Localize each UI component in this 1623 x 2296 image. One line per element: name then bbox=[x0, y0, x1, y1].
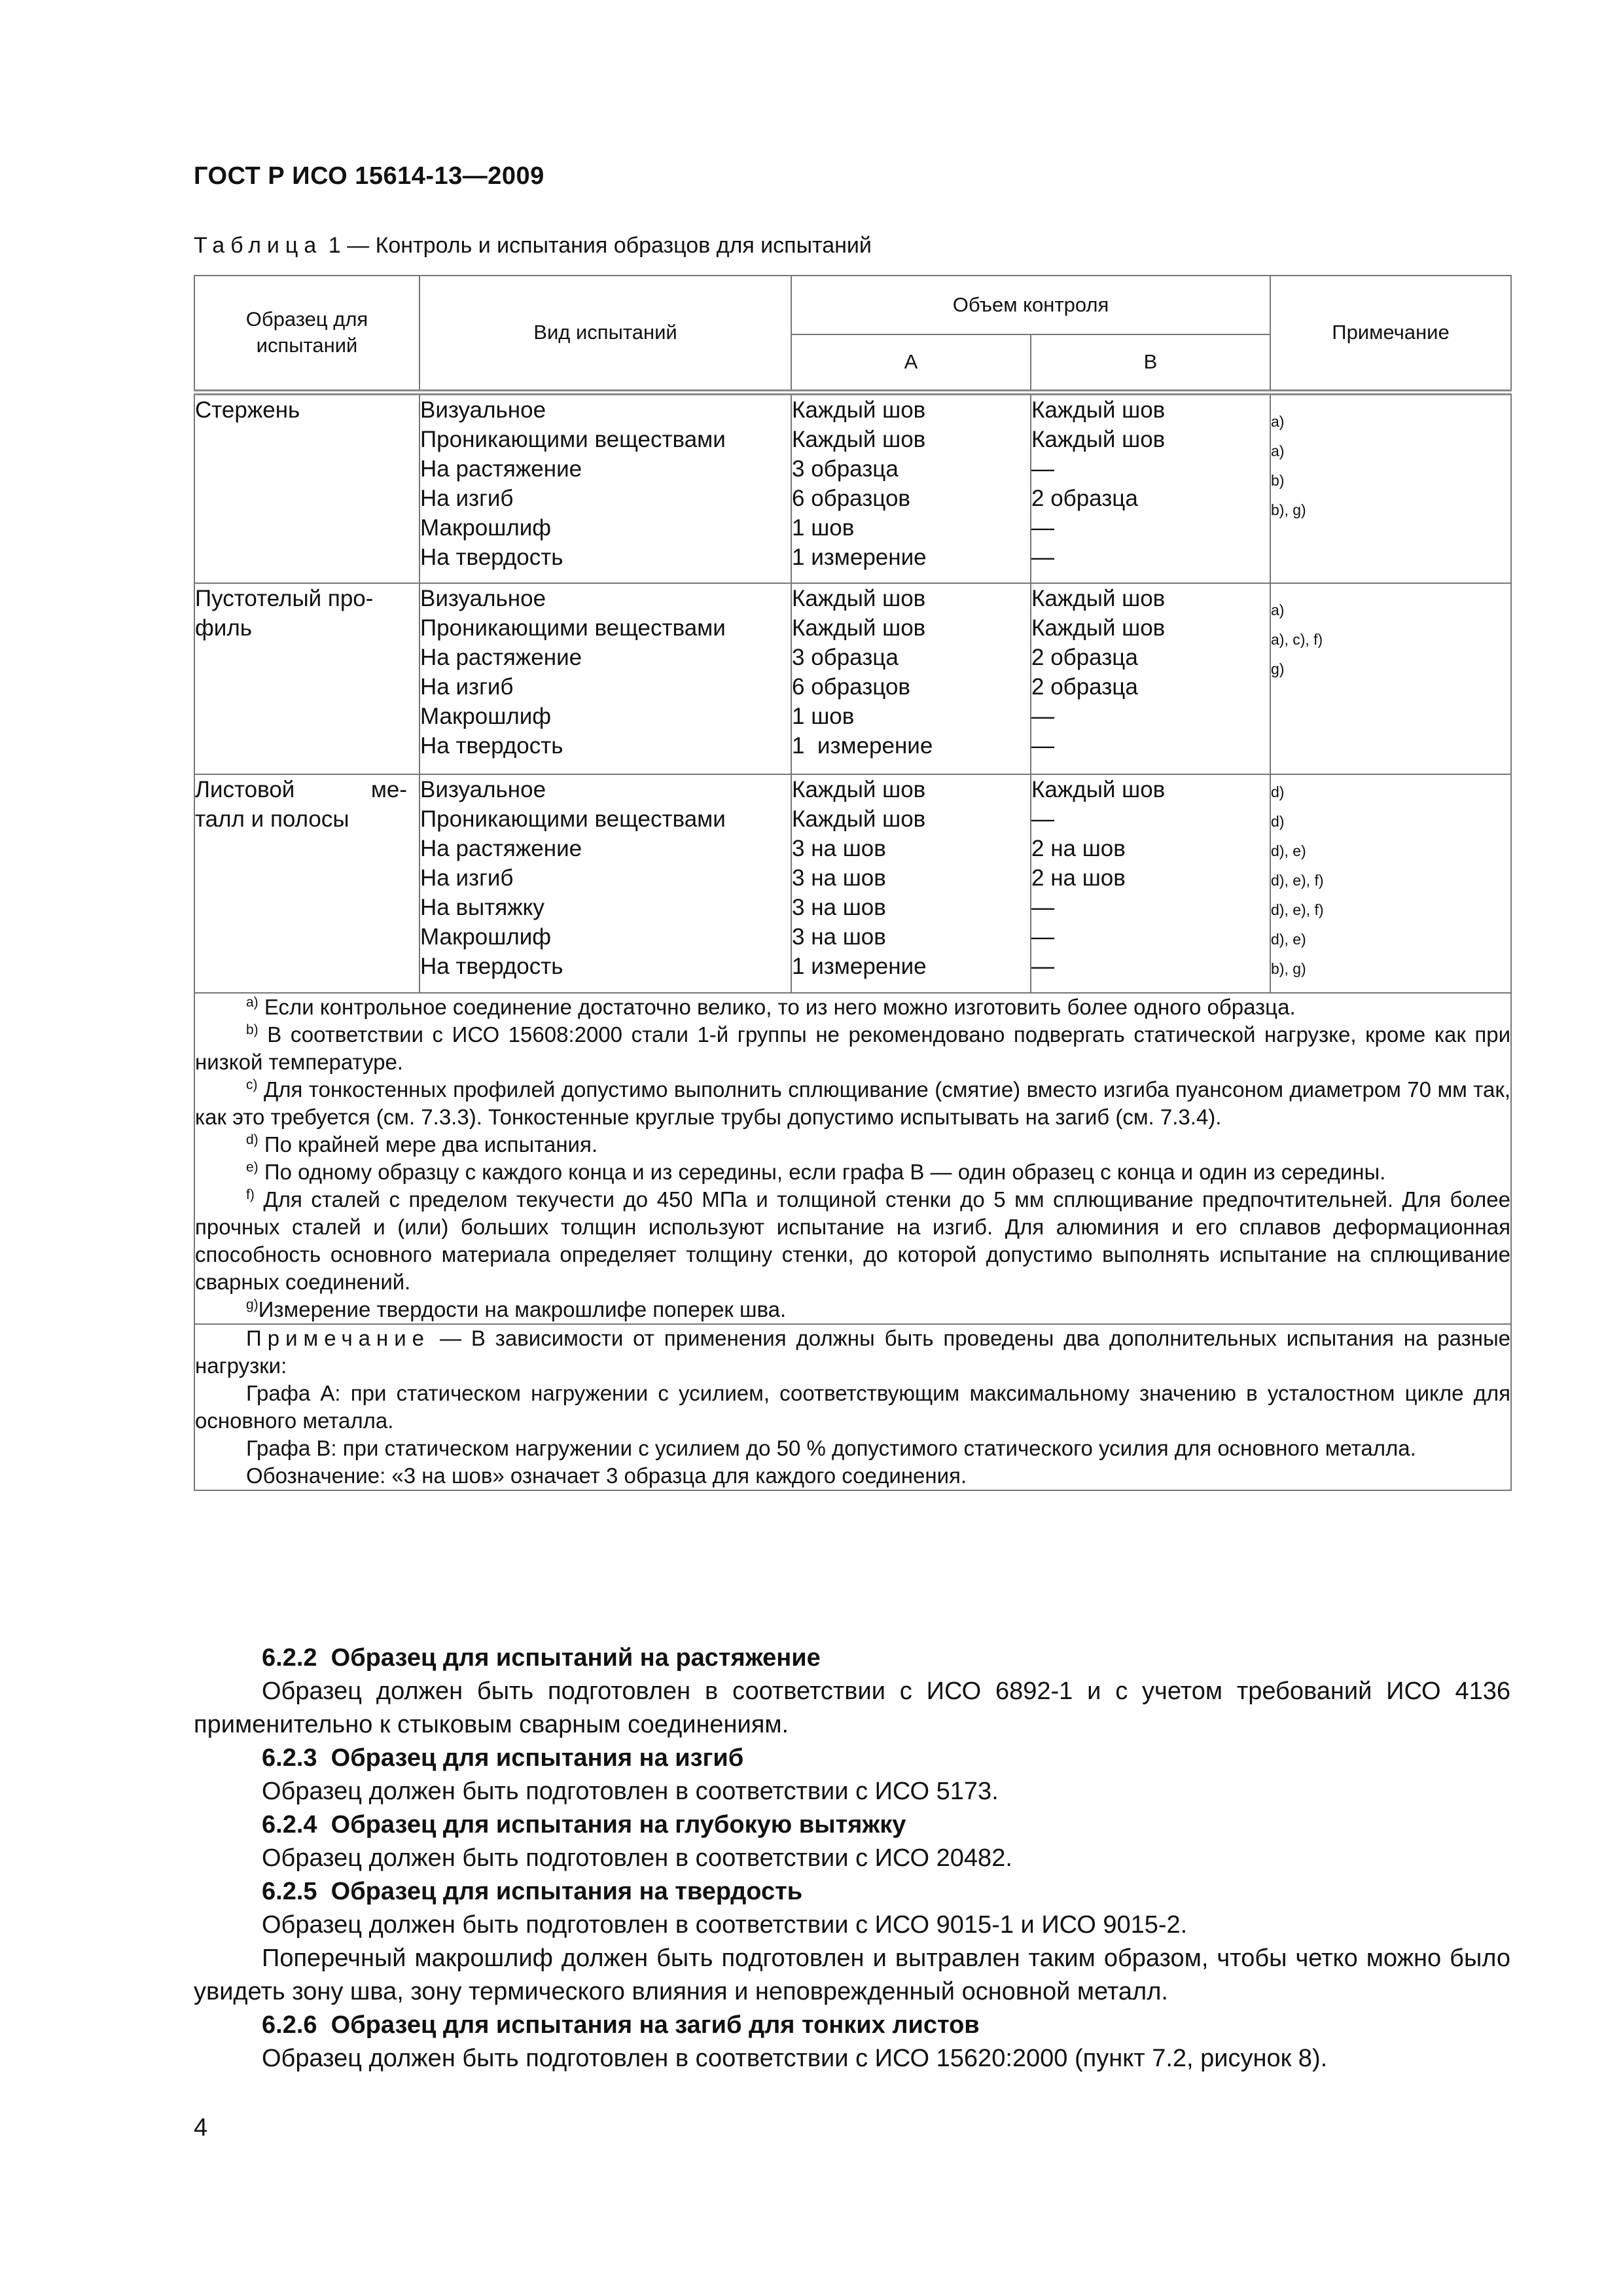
header-sample: Образец для испытаний bbox=[194, 276, 419, 392]
footnotes-row bbox=[194, 993, 1511, 1324]
footnotes bbox=[194, 993, 1511, 1324]
remark-cell: a) a) b) b), g) bbox=[1270, 392, 1511, 583]
section-heading: 6.2.4 Образец для испытания на глубокую вытяжку bbox=[262, 1811, 906, 1839]
header-remark: Примечание bbox=[1270, 276, 1511, 392]
note-col-a: Графа А: при статическом нагружении с усилием, соответствующим максимальному значению в усталостном цикле для основного металла. bbox=[195, 1381, 1510, 1433]
sections bbox=[194, 1641, 1510, 2075]
section-heading: 6.2.5 Образец для испытания на твердость bbox=[262, 1878, 803, 1905]
table-note bbox=[194, 1324, 1511, 1490]
tests-cell: Визуальное Проникающими веществами На растяжение На изгиб Макрошлиф На твердость bbox=[419, 583, 791, 774]
sample-cell: Пустотелый про- филь bbox=[194, 583, 419, 774]
table-caption-text: Контроль и испытания образцов для испытаний bbox=[375, 233, 872, 258]
header-col-a: А bbox=[791, 334, 1031, 392]
footnote: $^{c)}$ Для тонкостенных профилей допустимо выполнить сплющивание (смятие) вместо изгиба пуансоном диаметром 70 мм так, как это требуется (см. 7.3.3). Тонкостенные круглые трубы допустимо испытывать на загиб (см. 7.3.4). bbox=[195, 1077, 1510, 1129]
table-caption bbox=[194, 233, 872, 259]
section-heading: 6.2.2 Образец для испытаний на растяжение bbox=[262, 1644, 821, 1672]
scope-a-cell: Каждый шов Каждый шов 3 образца 6 образцов 1 шов 1 измерение bbox=[791, 583, 1031, 774]
table-caption-label: Таблица bbox=[194, 233, 323, 258]
section-body: Образец должен быть подготовлен в соответствии с ИСО 20482. bbox=[262, 1844, 1012, 1872]
footnote: $^{a)}$ Если контрольное соединение достаточно велико, то из него можно изготовить более одного образца. bbox=[246, 995, 1296, 1019]
table-caption-number: 1 bbox=[328, 233, 341, 258]
section-body: Поперечный макрошлиф должен быть подготовлен и вытравлен таким образом, чтобы четко можно было увидеть зону шва, зону термического влияния и неповрежденный основной металл. bbox=[194, 1945, 1510, 2005]
header-scope: Объем контроля bbox=[791, 276, 1270, 334]
tests-cell: Визуальное Проникающими веществами На растяжение На изгиб Макрошлиф На твердость bbox=[419, 392, 791, 583]
table-caption-dash: — bbox=[347, 233, 370, 258]
scope-a-cell: Каждый шов Каждый шов 3 образца 6 образцов 1 шов 1 измерение bbox=[791, 392, 1031, 583]
section-body: Образец должен быть подготовлен в соответствии с ИСО 15620:2000 (пункт 7.2, рисунок 8). bbox=[262, 2045, 1328, 2072]
footnote: $^{f)}$ Для сталей с пределом текучести до 450 МПа и толщиной стенки до 5 мм сплющивание предпочтительней. Для более прочных сталей и (или) больших толщин используют испытание на изгиб. Для алюминия и его сплавов деформационная способность основного материала определяет толщину стенки, до которой допустимо выполнять испытание на сплющивание сварных соединений. bbox=[195, 1187, 1510, 1294]
remark-cell: d) d) d), e) d), e), f) d), e), f) d), e) b), g) bbox=[1270, 774, 1511, 993]
section-body: Образец должен быть подготовлен в соответствии с ИСО 5173. bbox=[262, 1778, 999, 1805]
sample-cell: Стержень bbox=[194, 392, 419, 583]
note-designation: Обозначение: «3 на шов» означает 3 образца для каждого соединения. bbox=[246, 1463, 967, 1488]
header-col-b: В bbox=[1031, 334, 1270, 392]
footnote: $^{b)}$ В соответствии с ИСО 15608:2000 стали 1-й группы не рекомендовано подвергать статической нагрузке, кроме как при низкой температуре. bbox=[195, 1022, 1510, 1074]
note-row bbox=[194, 1324, 1511, 1490]
footnote: $^{e)}$ По одному образцу с каждого конца и из середины, если графа В — один образец с конца и один из середины. bbox=[246, 1160, 1386, 1184]
section-heading: 6.2.3 Образец для испытания на изгиб bbox=[262, 1744, 744, 1772]
page-number: 4 bbox=[194, 2114, 208, 2142]
document-header: ГОСТ Р ИСО 15614-13—2009 bbox=[194, 162, 544, 190]
remark-cell: a) a), c), f) g) bbox=[1270, 583, 1511, 774]
scope-b-cell: Каждый шов Каждый шов 2 образца 2 образца — — bbox=[1031, 583, 1270, 774]
section-body: Образец должен быть подготовлен в соответствии с ИСО 9015-1 и ИСО 9015-2. bbox=[262, 1911, 1188, 1939]
table-row bbox=[194, 583, 1511, 774]
scope-b-cell: Каждый шов — 2 на шов 2 на шов — — — bbox=[1031, 774, 1270, 993]
table-row bbox=[194, 774, 1511, 993]
section-body: Образец должен быть подготовлен в соответствии с ИСО 6892-1 и с учетом требований ИСО 4136 применительно к стыковым сварным соединениям. bbox=[194, 1677, 1510, 1738]
note-col-b: Графа В: при статическом нагружении с усилием до 50 % допустимого статического усилия для основного металла. bbox=[246, 1436, 1416, 1460]
inspection-table bbox=[194, 275, 1512, 1491]
scope-a-cell: Каждый шов Каждый шов 3 на шов 3 на шов 3 на шов 3 на шов 1 измерение bbox=[791, 774, 1031, 993]
scope-b-cell: Каждый шов Каждый шов — 2 образца — — bbox=[1031, 392, 1270, 583]
note-intro: Примечание — В зависимости от применения должны быть проведены два дополнительных испытания на разные нагрузки: bbox=[195, 1326, 1511, 1378]
header-test-type: Вид испытаний bbox=[419, 276, 791, 392]
section-heading: 6.2.6 Образец для испытания на загиб для тонких листов bbox=[262, 2011, 980, 2039]
sample-cell: Листовой ме- талл и полосы bbox=[194, 774, 419, 993]
tests-cell: Визуальное Проникающими веществами На растяжение На изгиб На вытяжку Макрошлиф На твердость bbox=[419, 774, 791, 993]
footnote: $^{g)}$Измерение твердости на макрошлифе поперек шва. bbox=[246, 1297, 787, 1321]
table-row bbox=[194, 392, 1511, 583]
footnote: $^{d)}$ По крайней мере два испытания. bbox=[246, 1132, 598, 1157]
